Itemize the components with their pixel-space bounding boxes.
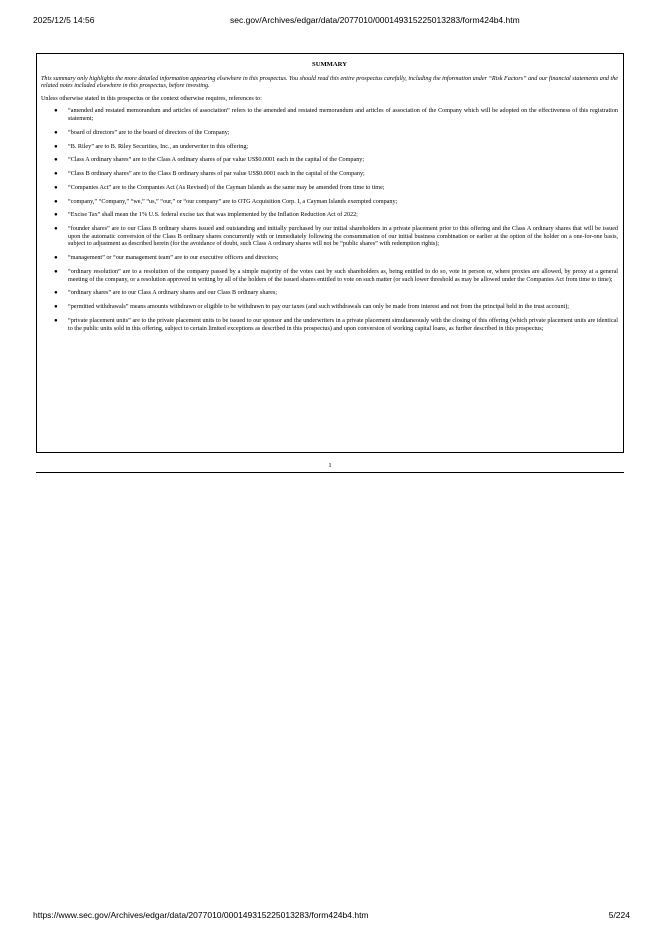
definition-item xyxy=(41,199,618,207)
definition-item xyxy=(41,157,618,165)
bullet-icon: ● xyxy=(54,290,58,297)
print-datetime: 2025/12/5 14:56 xyxy=(33,15,95,25)
definition-text: “management” or “our management team” are to our executive officers and directors; xyxy=(68,255,279,262)
definition-text: “Class B ordinary shares” are to the Class B ordinary shares of par value US$0.0001 each in the capital of the Company; xyxy=(68,171,365,178)
definition-item xyxy=(41,290,618,298)
bullet-icon: ● xyxy=(54,184,58,191)
summary-intro: This summary only highlights the more detailed information appearing elsewhere in this prospectus. You should read this entire prospectus carefully, including the information under “Risk Factors” and our financial statements and the related notes included elsewhere in this prospectus, before investing. xyxy=(41,75,618,90)
bullet-icon: ● xyxy=(54,268,58,275)
definition-item xyxy=(41,269,618,284)
definition-text: “private placement units” are to the private placement units to be issued to our sponsor and the underwriters in a private placement simultaneously with the closing of this offering (which private placement units are identical to the public units sold in this offering, subject to certain limited exceptions as described in this prospectus) and upon conversion of working capital loans, as further described in this prospectus; xyxy=(68,317,618,332)
definition-text: “amended and restated memorandum and articles of association” refers to the amended and restated memorandum and articles of association of the Company which will be adopted on the effectiveness of this registration statement; xyxy=(68,108,618,122)
definition-item xyxy=(41,318,618,333)
definition-text: “Companies Act” are to the Companies Act (As Revised) of the Cayman Islands as the same may be amended from time to time; xyxy=(68,184,385,191)
definition-text: “Excise Tax” shall mean the 1% U.S. federal excise tax that was implemented by the Inflation Reduction Act of 2022; xyxy=(68,212,358,219)
definitions-list xyxy=(41,108,618,333)
definition-text: “Class A ordinary shares” are to the Class A ordinary shares of par value US$0.0001 each in the capital of the Company; xyxy=(68,157,365,164)
definition-item xyxy=(41,144,618,152)
print-header-url: sec.gov/Archives/edgar/data/2077010/000149315225013283/form424b4.htm xyxy=(230,15,520,25)
bullet-icon: ● xyxy=(54,108,58,115)
definition-item xyxy=(41,108,618,123)
bullet-icon: ● xyxy=(54,143,58,150)
definition-text: “ordinary shares” are to our Class A ordinary shares and our Class B ordinary shares; xyxy=(68,290,278,297)
page-number: 1 xyxy=(328,462,332,469)
bullet-icon: ● xyxy=(54,198,58,205)
definition-item xyxy=(41,171,618,179)
definition-item xyxy=(41,226,618,249)
print-footer-url: https://www.sec.gov/Archives/edgar/data/2077010/000149315225013283/form424b4.htm xyxy=(33,910,369,920)
section-title: SUMMARY xyxy=(312,61,347,68)
bullet-icon: ● xyxy=(54,212,58,219)
page-divider xyxy=(36,472,624,473)
definitions-lead: Unless otherwise stated in this prospectus or the context otherwise requires, references to: xyxy=(41,95,262,102)
bullet-icon: ● xyxy=(54,255,58,262)
definition-item xyxy=(41,255,618,263)
print-page-counter: 5/224 xyxy=(608,910,630,920)
definition-item xyxy=(41,130,618,138)
bullet-icon: ● xyxy=(54,157,58,164)
print-header xyxy=(0,15,662,29)
definition-item xyxy=(41,212,618,220)
definition-text: “board of directors” are to the board of directors of the Company; xyxy=(68,129,230,136)
print-footer xyxy=(0,910,662,924)
bullet-icon: ● xyxy=(54,171,58,178)
bullet-icon: ● xyxy=(54,226,58,233)
definition-item xyxy=(41,304,618,312)
bullet-icon: ● xyxy=(54,304,58,311)
bullet-icon: ● xyxy=(54,317,58,324)
bullet-icon: ● xyxy=(54,129,58,136)
definition-text: “permitted withdrawals” means amounts withdrawn or eligible to be withdrawn to pay our taxes (and such withdrawals can only be made from interest and not from the principal held in the trust account); xyxy=(68,304,570,311)
definition-text: “company,” “Company,” “we,” “us,” “our,” or “our company” are to OTG Acquisition Corp. I, a Cayman Islands exempted company; xyxy=(68,198,398,205)
definition-item xyxy=(41,185,618,193)
definition-text: “B. Riley” are to B. Riley Securities, Inc., an underwriter in this offering; xyxy=(68,143,249,150)
definition-text: “ordinary resolution” are to a resolution of the company passed by a simple majority of the votes cast by such shareholders as, being entitled to do so, vote in person or, where proxies are allowed, by proxy at a general meeting of the company, or a resolution approved in writing by all of the holders of the issued shares entitled to vote on such matter (or such lower threshold as may be allowed under the Companies Act from time to time); xyxy=(68,268,618,283)
definition-text: “founder shares” are to our Class B ordinary shares issued and outstanding and initially purchased by our initial shareholders in a private placement prior to this offering and the Class A ordinary shares that will be issued upon the automatic conversion of the Class B ordinary shares concurrently with or immediately following the consummation of our initial business combination or earlier at the option of the holder on a one-for-one basis, subject to adjustment as described herein (for the avoidance of doubt, such Class A ordinary shares will not be “public shares” with redemption rights); xyxy=(68,226,618,248)
summary-section xyxy=(36,53,624,453)
